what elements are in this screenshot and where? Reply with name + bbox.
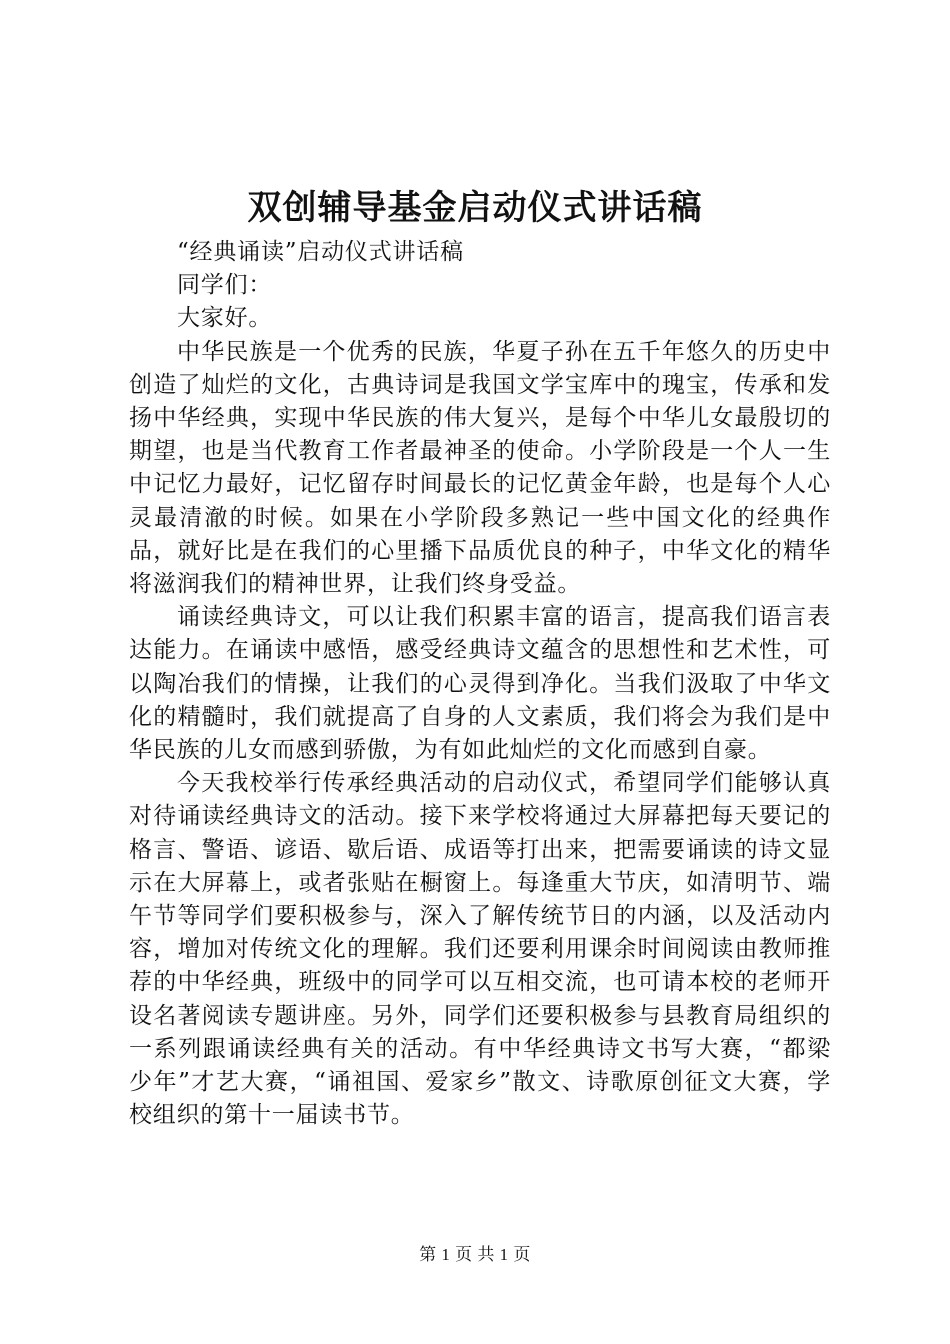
- page-number-footer: 第 1 页 共 1 页: [419, 1245, 531, 1264]
- subtitle-paragraph: “经典诵读”启动仪式讲话稿: [177, 239, 464, 265]
- body-paragraph: 诵读经典诗文，可以让我们积累丰富的语言，提高我们语言表达能力。在诵读中感悟，感受经典诗文蕴含的思想性和艺术性，可以陶冶我们的情操，让我们的心灵得到净化。当我们汲取了中华文化的精髓时，我们就提高了自身的人文素质，我们将会为我们是中华民族的儿女而感到骄傲，为有如此灿烂的文化而感到自豪。: [129, 604, 831, 764]
- greeting-paragraph: 大家好。: [177, 305, 273, 332]
- body-paragraph: 中华民族是一个优秀的民族，华夏子孙在五千年悠久的历史中创造了灿烂的文化，古典诗词是我国文学宝库中的瑰宝，传承和发扬中华经典，实现中华民族的伟大复兴，是每个中华儿女最殷切的期望，也是当代教育工作者最神圣的使命。小学阶段是一个人一生中记忆力最好，记忆留存时间最长的记忆黄金年龄，也是每个人心灵最清澈的时候。如果在小学阶段多熟记一些中国文化的经典作品，就好比是在我们的心里播下品质优良的种子，中华文化的精华将滋润我们的精神世界，让我们终身受益。: [129, 338, 831, 598]
- body-paragraph: 今天我校举行传承经典活动的启动仪式，希望同学们能够认真对待诵读经典诗文的活动。接下来学校将通过大屏幕把每天要记的格言、警语、谚语、歇后语、成语等打出来，把需要诵读的诗文显示在大屏幕上，或者张贴在橱窗上。每逢重大节庆，如清明节、端午节等同学们要积极参与，深入了解传统节日的内涵，以及活动内容，增加对传统文化的理解。我们还要利用课余时间阅读由教师推荐的中华经典，班级中的同学可以互相交流，也可请本校的老师开设名著阅读专题讲座。另外，同学们还要积极参与县教育局组织的一系列跟诵读经典有关的活动。有中华经典诗文书写大赛，“都梁少年”才艺大赛，“诵祖国、爱家乡”散文、诗歌原创征文大赛，学校组织的第十一届读书节。: [129, 770, 831, 1129]
- salutation-paragraph: 同学们：: [177, 272, 273, 299]
- document-body: [129, 236, 831, 1132]
- document-title: 双创辅导基金启动仪式讲话稿: [247, 188, 703, 228]
